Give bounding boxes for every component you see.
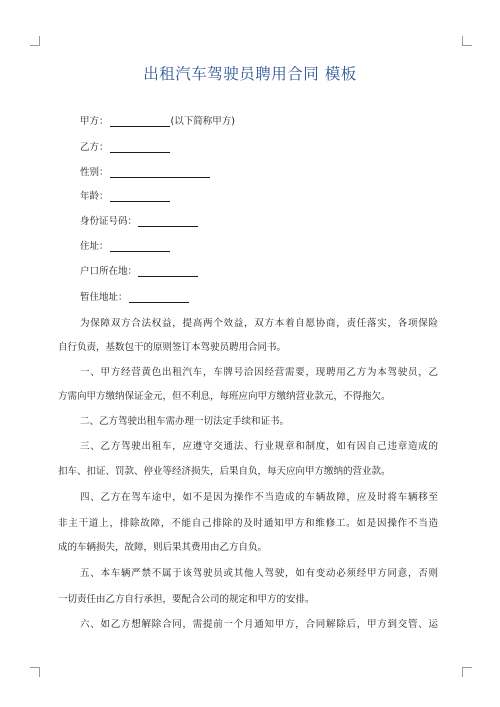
field-temporary-address xyxy=(80,291,190,305)
paragraph-line: 五、本车辆严禁不属于该驾驶员或其他人驾驶，如有变动必须经甲方同意，否则 xyxy=(80,568,438,579)
paragraph-line: 四、乙方在驾车途中，如不是因为操作不当造成的车辆故障，应及时将车辆移至 xyxy=(80,492,438,503)
field-label: 暂住地址： xyxy=(80,292,128,303)
paragraph-line: 为保障双方合法权益，提高两个效益，双方本着自愿协商，责任落实，各项保险 xyxy=(80,318,438,329)
field-id-number xyxy=(80,215,199,229)
field-label: 身份证号码： xyxy=(80,216,138,227)
paragraph-line: 一、甲方经营黄色出租汽车，车牌号洽因经营需要，现聘用乙方为本驾驶员，乙 xyxy=(80,367,438,378)
field-label: 乙方： xyxy=(80,142,109,153)
fill-blank[interactable] xyxy=(138,216,198,227)
crop-mark-bottom-left xyxy=(30,667,40,677)
paragraph-line: 三、乙方驾驶出租车，应遵守交通法、行业规章和制度，如有因自己违章造成的 xyxy=(80,441,438,452)
crop-mark-top-right xyxy=(462,36,472,46)
field-address xyxy=(80,240,171,254)
field-party-a xyxy=(80,115,235,129)
paragraph-line: 二、乙方驾驶出租车需办理一切法定手续和证书。 xyxy=(80,416,290,427)
fill-blank[interactable] xyxy=(129,292,189,303)
field-household-registration xyxy=(80,265,199,279)
field-suffix: (以下简称甲方) xyxy=(170,116,235,127)
paragraph-line: 自行负责，基数包干的原则签订本驾驶员聘用合同书。 xyxy=(58,342,287,353)
field-party-b xyxy=(80,141,171,155)
field-label: 住址： xyxy=(80,241,109,252)
field-label: 甲方： xyxy=(80,116,109,127)
fill-blank[interactable] xyxy=(110,167,210,178)
fill-blank[interactable] xyxy=(110,241,170,252)
paragraph-line: 六、如乙方想解除合同，需提前一个月通知甲方，合同解除后，甲方到交管、运 xyxy=(80,619,438,630)
paragraph-line: 一切责任由乙方自行承担，要配合公司的规定和甲方的安排。 xyxy=(58,594,315,605)
paragraph-line: 方需向甲方缴纳保证金元，但不利息，每班应向甲方缴纳营业款元，不得拖欠。 xyxy=(58,391,391,402)
paragraph-line: 成的车辆损失，故障，则后果其费用由乙方自负。 xyxy=(58,542,268,553)
fill-blank[interactable] xyxy=(138,266,198,277)
document-title: 出租汽车驾驶员聘用合同 模板 xyxy=(143,65,357,83)
fill-blank[interactable] xyxy=(110,142,170,153)
field-gender xyxy=(80,166,211,180)
field-label: 年龄： xyxy=(80,191,109,202)
crop-mark-bottom-right xyxy=(462,667,472,677)
paragraph-line: 非主干道上，排除故障，不能自己排除的及时通知甲方和维修工。如是因操作不当造 xyxy=(58,518,438,529)
fill-blank[interactable] xyxy=(110,191,170,202)
crop-mark-top-left xyxy=(30,36,40,46)
field-label: 性别： xyxy=(80,167,109,178)
field-age xyxy=(80,190,171,204)
paragraph-line: 扣车、扣证、罚款、停业等经济损失，后果自负，每天应向甲方缴纳的营业款。 xyxy=(58,466,391,477)
fill-blank[interactable] xyxy=(110,116,170,127)
field-label: 户口所在地： xyxy=(80,266,138,277)
